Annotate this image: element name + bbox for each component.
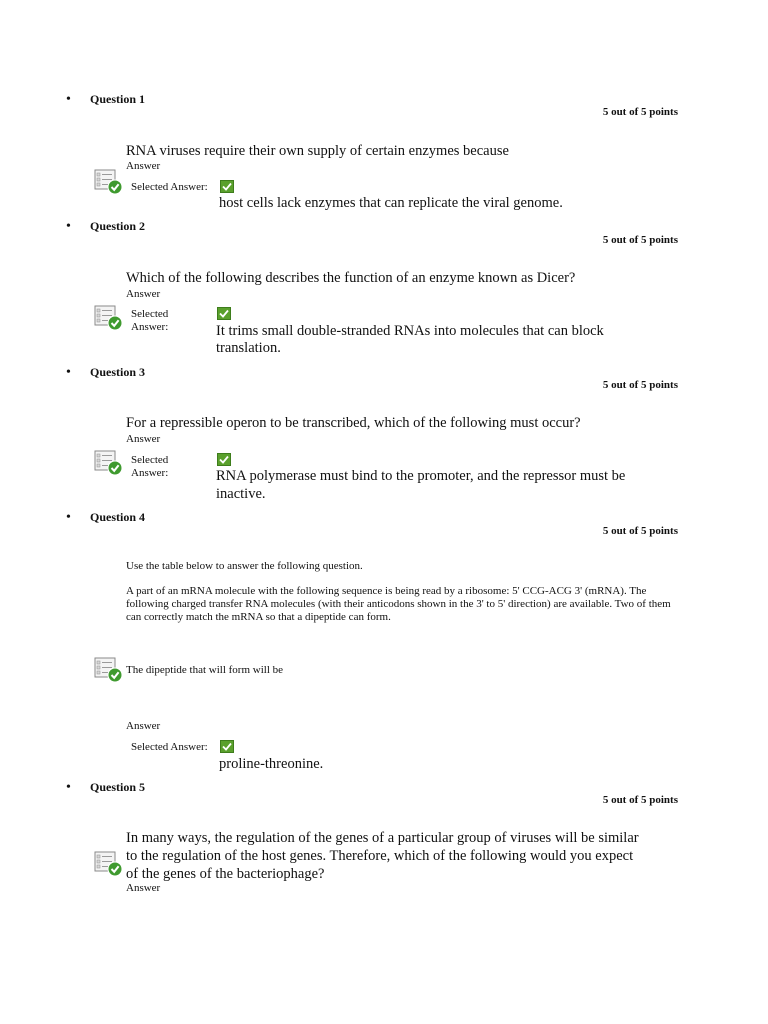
question-1-selected-answer: host cells lack enzymes that can replicate the viral genome. [219, 195, 563, 211]
question-1-answer-label: Answer [126, 160, 161, 172]
question-4-prompt: The dipeptide that will form will be [126, 664, 284, 676]
correct-check-icon [220, 180, 234, 193]
question-2-text: Which of the following describes the function of an enzyme known as Dicer? [126, 270, 576, 286]
question-4-passage: A part of an mRNA molecule with the following sequence is being read by a ribosome: 5' CCG-ACG 3' (mRNA). The following charged transfer RNA molecules (with their anticodons shown in the 3' to 5' direction) are available. Two of them can correctly match the mRNA so that a dipeptide can form. [126, 585, 671, 623]
graded-correct-icon [94, 657, 124, 683]
question-3-answer-label: Answer [126, 433, 161, 445]
question-5-label: Question 5 [90, 780, 146, 794]
graded-correct-icon [94, 169, 124, 195]
question-4-label: Question 4 [90, 510, 146, 524]
correct-check-icon [220, 740, 234, 753]
question-1-bullet: • [66, 92, 71, 107]
question-3-selected-label-line2: Answer: [131, 467, 169, 479]
question-3-selected-answer-line2: inactive. [216, 486, 266, 502]
question-3-selected-answer-line1: RNA polymerase must bind to the promoter, and the repressor must be [216, 468, 626, 484]
question-4-answer-label: Answer [126, 720, 161, 732]
question-4-bullet: • [66, 510, 71, 525]
question-2-selected-label-line2: Answer: [131, 321, 169, 333]
question-4-selected-answer-label: Selected Answer: [131, 741, 208, 753]
question-3-label: Question 3 [90, 365, 146, 379]
question-5-text-line2: to the regulation of the host genes. Therefore, which of the following would you expect [126, 848, 634, 864]
graded-correct-icon [94, 450, 124, 476]
question-2-selected-label-line1: Selected [131, 308, 169, 320]
question-1-points: 5 out of 5 points [602, 106, 678, 118]
question-3-points: 5 out of 5 points [602, 379, 678, 391]
question-5-bullet: • [66, 780, 71, 795]
question-3-text: For a repressible operon to be transcribed, which of the following must occur? [126, 415, 581, 431]
question-1-selected-answer-label: Selected Answer: [131, 181, 208, 193]
question-2-label: Question 2 [90, 219, 146, 233]
question-5-answer-label: Answer [126, 882, 161, 894]
question-3-bullet: • [66, 365, 71, 380]
correct-check-icon [217, 307, 231, 320]
question-5-points: 5 out of 5 points [602, 794, 678, 806]
graded-correct-icon [94, 851, 124, 877]
question-5-text-line1: In many ways, the regulation of the genes of a particular group of viruses will be similar [126, 830, 639, 846]
question-2-bullet: • [66, 219, 71, 234]
question-4-selected-answer: proline-threonine. [219, 756, 324, 772]
question-1-text: RNA viruses require their own supply of certain enzymes because [126, 143, 509, 159]
question-2-selected-answer-line2: translation. [216, 340, 281, 356]
question-4-points: 5 out of 5 points [602, 525, 678, 537]
question-1-label: Question 1 [90, 92, 146, 106]
graded-correct-icon [94, 305, 124, 331]
correct-check-icon [217, 453, 231, 466]
question-2-selected-answer-line1: It trims small double-stranded RNAs into molecules that can block [216, 323, 604, 339]
question-2-points: 5 out of 5 points [602, 234, 678, 246]
question-3-selected-label-line1: Selected [131, 454, 169, 466]
question-2-answer-label: Answer [126, 288, 161, 300]
question-5-text-line3: of the genes of the bacteriophage? [126, 866, 325, 882]
question-4-intro: Use the table below to answer the following question. [126, 560, 363, 572]
